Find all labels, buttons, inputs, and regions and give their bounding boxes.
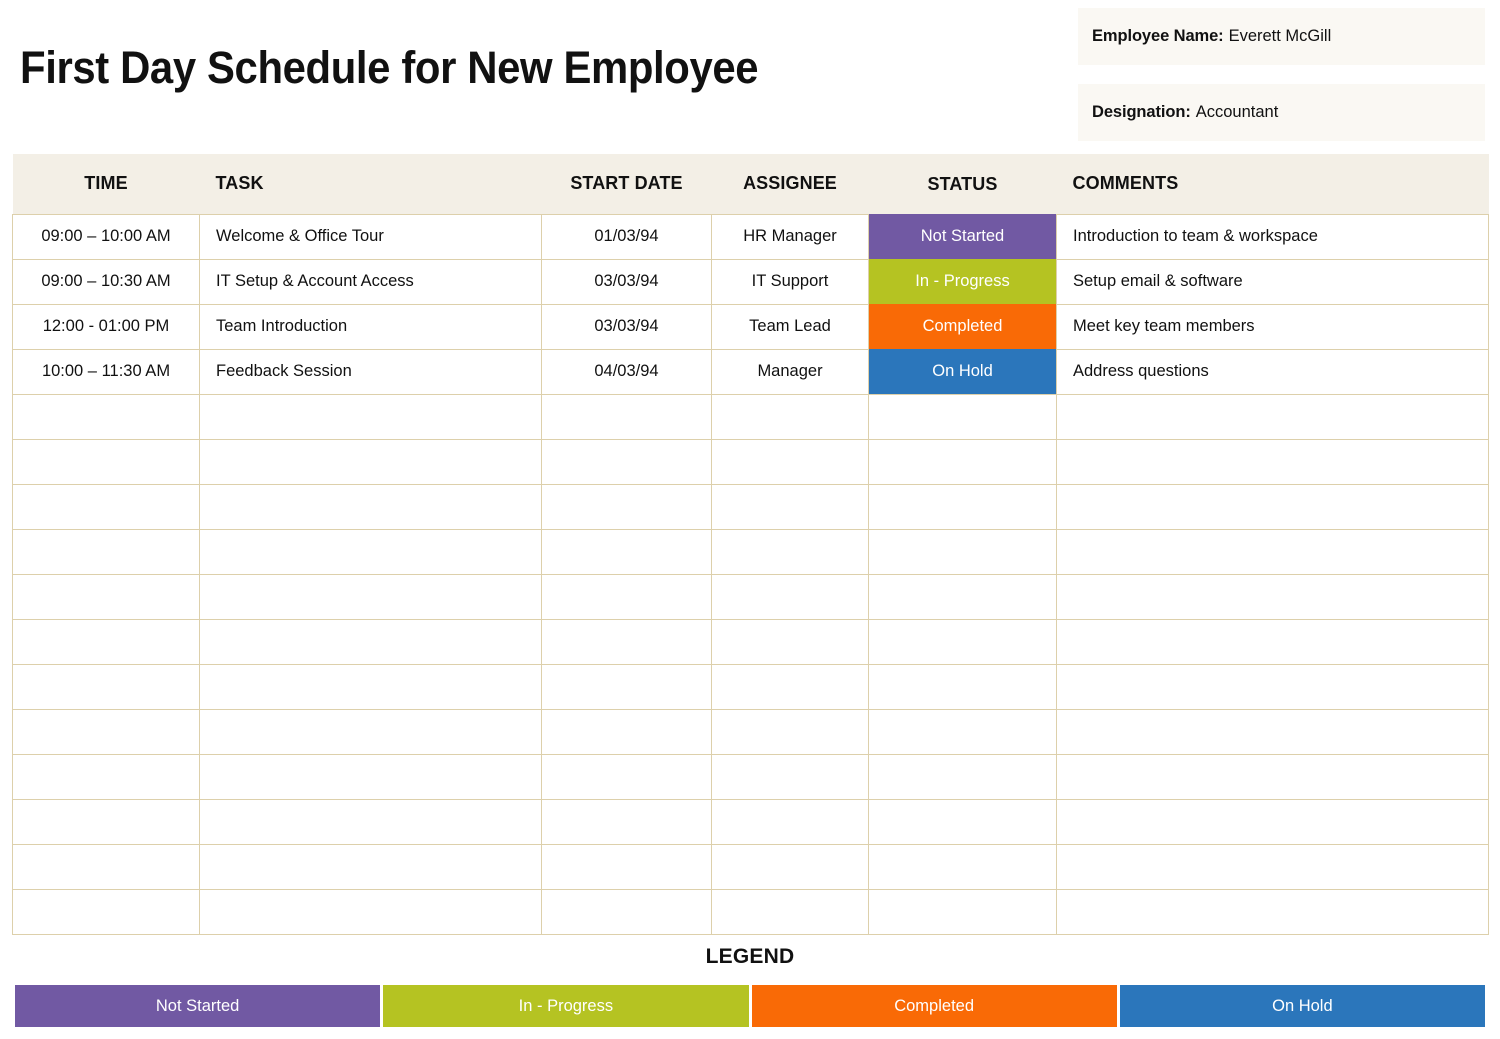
cell-empty[interactable] <box>13 754 200 799</box>
cell-empty[interactable] <box>542 484 712 529</box>
cell-empty[interactable] <box>542 394 712 439</box>
cell-time: 12:00 - 01:00 PM <box>13 304 200 349</box>
cell-empty[interactable] <box>1057 664 1489 709</box>
table-row-empty <box>13 394 1489 439</box>
cell-empty[interactable] <box>869 529 1057 574</box>
cell-assignee: IT Support <box>712 259 869 304</box>
status-badge[interactable]: On Hold <box>869 349 1057 394</box>
cell-empty[interactable] <box>13 439 200 484</box>
cell-start-date: 03/03/94 <box>542 304 712 349</box>
cell-empty[interactable] <box>542 574 712 619</box>
cell-empty[interactable] <box>542 664 712 709</box>
legend-item[interactable]: Not Started <box>15 985 380 1027</box>
cell-empty[interactable] <box>13 619 200 664</box>
cell-empty[interactable] <box>869 484 1057 529</box>
cell-empty[interactable] <box>542 529 712 574</box>
cell-empty[interactable] <box>1057 394 1489 439</box>
table-row-empty <box>13 619 1489 664</box>
table-row <box>13 259 1489 304</box>
table-row-empty <box>13 529 1489 574</box>
cell-empty[interactable] <box>712 799 869 844</box>
column-header-assignee: ASSIGNEE <box>712 154 869 214</box>
cell-empty[interactable] <box>542 709 712 754</box>
table-row-empty <box>13 844 1489 889</box>
cell-empty[interactable] <box>1057 439 1489 484</box>
cell-empty[interactable] <box>13 889 200 934</box>
cell-empty[interactable] <box>869 574 1057 619</box>
cell-time: 09:00 – 10:30 AM <box>13 259 200 304</box>
cell-empty[interactable] <box>200 484 542 529</box>
cell-empty[interactable] <box>1057 844 1489 889</box>
cell-assignee: Team Lead <box>712 304 869 349</box>
cell-empty[interactable] <box>13 394 200 439</box>
cell-task: Welcome & Office Tour <box>200 214 542 259</box>
cell-start-date: 04/03/94 <box>542 349 712 394</box>
cell-empty[interactable] <box>542 439 712 484</box>
page-title: First Day Schedule for New Employee <box>20 42 759 93</box>
column-header-comments: COMMENTS <box>1057 154 1489 214</box>
cell-empty[interactable] <box>200 529 542 574</box>
table-row-empty <box>13 664 1489 709</box>
cell-empty[interactable] <box>13 709 200 754</box>
cell-empty[interactable] <box>869 889 1057 934</box>
cell-assignee: HR Manager <box>712 214 869 259</box>
table-header-row <box>13 154 1489 214</box>
table-row-empty <box>13 754 1489 799</box>
cell-empty[interactable] <box>13 799 200 844</box>
table-row <box>13 304 1489 349</box>
legend-item[interactable]: In - Progress <box>383 985 748 1027</box>
employee-name-box <box>1078 8 1485 65</box>
cell-start-date: 01/03/94 <box>542 214 712 259</box>
table-header <box>13 154 1489 214</box>
cell-time: 09:00 – 10:00 AM <box>13 214 200 259</box>
cell-empty[interactable] <box>712 619 869 664</box>
cell-empty[interactable] <box>542 844 712 889</box>
cell-task: IT Setup & Account Access <box>200 259 542 304</box>
cell-empty[interactable] <box>1057 799 1489 844</box>
cell-empty[interactable] <box>200 754 542 799</box>
cell-empty[interactable] <box>1057 709 1489 754</box>
cell-empty[interactable] <box>1057 574 1489 619</box>
cell-empty[interactable] <box>869 664 1057 709</box>
employee-name-label: Employee Name: <box>1092 27 1224 45</box>
column-header-start-date: START DATE <box>542 154 712 214</box>
cell-empty[interactable] <box>200 799 542 844</box>
cell-empty[interactable] <box>1057 529 1489 574</box>
table-row-empty <box>13 799 1489 844</box>
table-body <box>13 214 1489 934</box>
cell-comments: Setup email & software <box>1057 259 1489 304</box>
cell-empty[interactable] <box>869 799 1057 844</box>
cell-empty[interactable] <box>712 484 869 529</box>
legend-bar <box>15 985 1485 1027</box>
table-row-empty <box>13 574 1489 619</box>
cell-empty[interactable] <box>869 754 1057 799</box>
status-badge[interactable]: In - Progress <box>869 259 1057 304</box>
legend-title: LEGEND <box>705 945 795 968</box>
cell-task: Feedback Session <box>200 349 542 394</box>
cell-empty[interactable] <box>200 619 542 664</box>
cell-empty[interactable] <box>542 889 712 934</box>
cell-time: 10:00 – 11:30 AM <box>13 349 200 394</box>
cell-empty[interactable] <box>200 394 542 439</box>
cell-empty[interactable] <box>869 844 1057 889</box>
status-badge[interactable]: Completed <box>869 304 1057 349</box>
cell-empty[interactable] <box>200 889 542 934</box>
cell-comments: Meet key team members <box>1057 304 1489 349</box>
table-row <box>13 349 1489 394</box>
cell-empty[interactable] <box>1057 754 1489 799</box>
cell-empty[interactable] <box>200 844 542 889</box>
cell-empty[interactable] <box>200 709 542 754</box>
cell-empty[interactable] <box>200 574 542 619</box>
cell-empty[interactable] <box>712 529 869 574</box>
status-badge[interactable]: Not Started <box>869 214 1057 259</box>
designation-value: Accountant <box>1195 103 1279 121</box>
cell-empty[interactable] <box>712 574 869 619</box>
cell-comments: Address questions <box>1057 349 1489 394</box>
cell-task: Team Introduction <box>200 304 542 349</box>
cell-empty[interactable] <box>712 664 869 709</box>
cell-empty[interactable] <box>13 844 200 889</box>
column-header-time: TIME <box>13 154 200 214</box>
cell-empty[interactable] <box>712 439 869 484</box>
cell-empty[interactable] <box>869 439 1057 484</box>
table-row-empty <box>13 889 1489 934</box>
legend-item[interactable]: On Hold <box>1120 985 1485 1027</box>
cell-empty[interactable] <box>1057 619 1489 664</box>
cell-empty[interactable] <box>1057 484 1489 529</box>
cell-empty[interactable] <box>712 844 869 889</box>
cell-empty[interactable] <box>869 709 1057 754</box>
cell-empty[interactable] <box>1057 889 1489 934</box>
designation-box <box>1078 84 1485 141</box>
table-row <box>13 214 1489 259</box>
cell-empty[interactable] <box>13 664 200 709</box>
cell-empty[interactable] <box>712 709 869 754</box>
table-row-empty <box>13 439 1489 484</box>
cell-empty[interactable] <box>13 484 200 529</box>
cell-comments: Introduction to team & workspace <box>1057 214 1489 259</box>
cell-empty[interactable] <box>869 394 1057 439</box>
schedule-table-container <box>12 154 1488 935</box>
designation-label: Designation: <box>1092 103 1191 121</box>
cell-empty[interactable] <box>869 619 1057 664</box>
cell-empty[interactable] <box>542 619 712 664</box>
legend-item[interactable]: Completed <box>752 985 1117 1027</box>
cell-empty[interactable] <box>712 394 869 439</box>
cell-empty[interactable] <box>13 529 200 574</box>
column-header-status: STATUS <box>869 154 1057 214</box>
cell-empty[interactable] <box>712 889 869 934</box>
column-header-task: TASK <box>200 154 542 214</box>
cell-empty[interactable] <box>200 439 542 484</box>
cell-start-date: 03/03/94 <box>542 259 712 304</box>
cell-assignee: Manager <box>712 349 869 394</box>
employee-name-value: Everett McGill <box>1228 27 1332 45</box>
cell-empty[interactable] <box>200 664 542 709</box>
cell-empty[interactable] <box>13 574 200 619</box>
table-row-empty <box>13 484 1489 529</box>
table-row-empty <box>13 709 1489 754</box>
schedule-table <box>12 154 1489 935</box>
cell-empty[interactable] <box>542 799 712 844</box>
cell-empty[interactable] <box>542 754 712 799</box>
cell-empty[interactable] <box>712 754 869 799</box>
